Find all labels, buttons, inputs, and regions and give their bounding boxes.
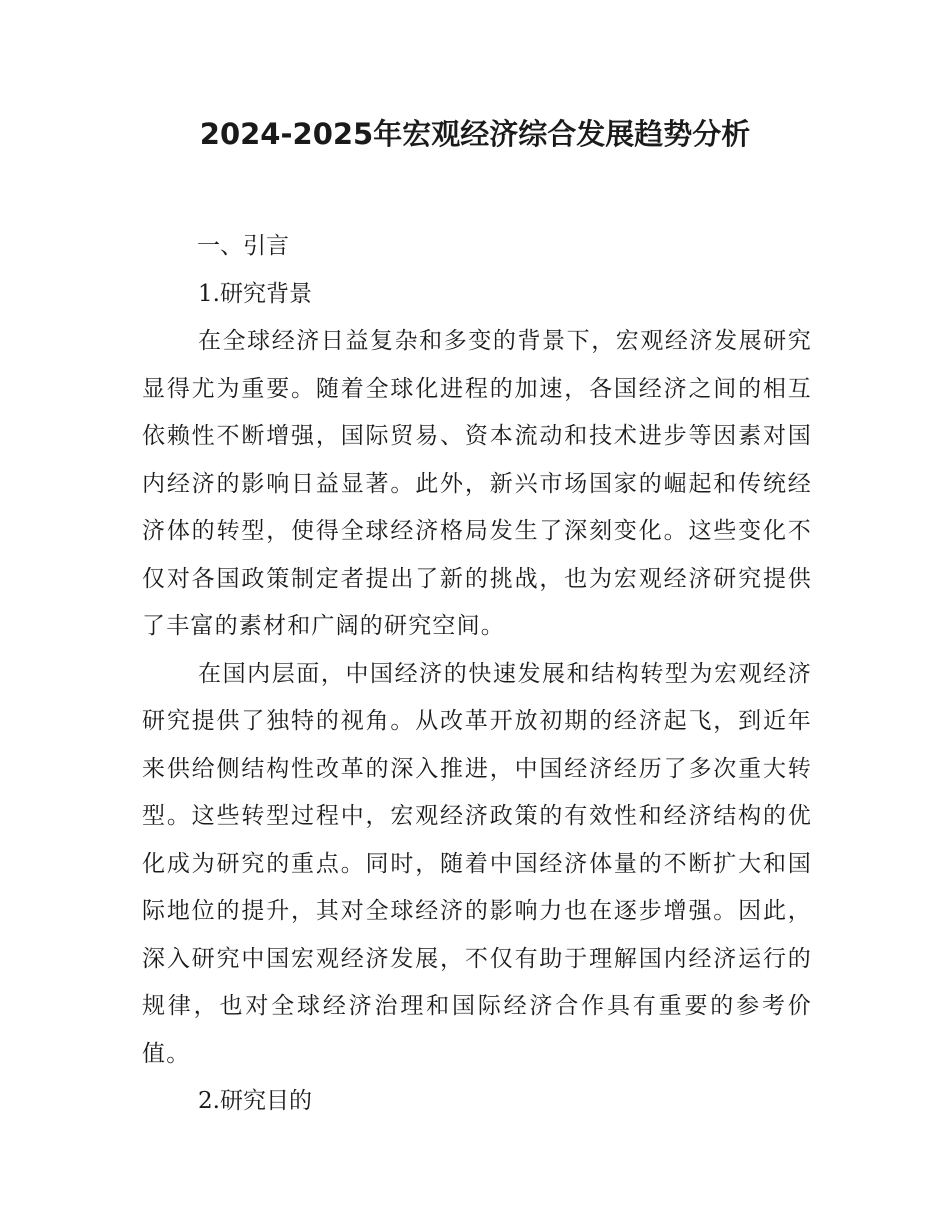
section-heading-introduction: 一、引言 (197, 233, 289, 259)
subsection-heading-research-purpose: 2.研究目的 (198, 1088, 312, 1114)
subsection-heading-research-background: 1.研究背景 (198, 280, 312, 307)
paragraph-domestic-context: 在国内层面，中国经济的快速发展和结构转型为宏观经济研究提供了独特的视角。从改革开放初期的经济起飞，到近年来供给侧结构性改革的深入推进，中国经济经历了多次重大转型。这些转型过程中，宏观经济政策的有效性和经济结构的优化成为研究的重点。同时，随着中国经济体量的不断扩大和国际地位的提升，其对全球经济的影响力也在逐步增强。因此，深入研究中国宏观经济发展，不仅有助于理解国内经济运行的规律，也对全球经济治理和国际经济合作具有重要的参考价值。 (142, 660, 812, 1067)
paragraph-global-context: 在全球经济日益复杂和多变的背景下，宏观经济发展研究显得尤为重要。随着全球化进程的加速，各国经济之间的相互依赖性不断增强，国际贸易、资本流动和技术进步等因素对国内经济的影响日益显著。此外，新兴市场国家的崛起和传统经济体的转型，使得全球经济格局发生了深刻变化。这些变化不仅对各国政策制定者提出了新的挑战，也为宏观经济研究提供了丰富的素材和广阔的研究空间。 (142, 328, 812, 639)
document-title: 2024-2025年宏观经济综合发展趋势分析 (199, 117, 751, 151)
document-body (142, 223, 812, 1126)
